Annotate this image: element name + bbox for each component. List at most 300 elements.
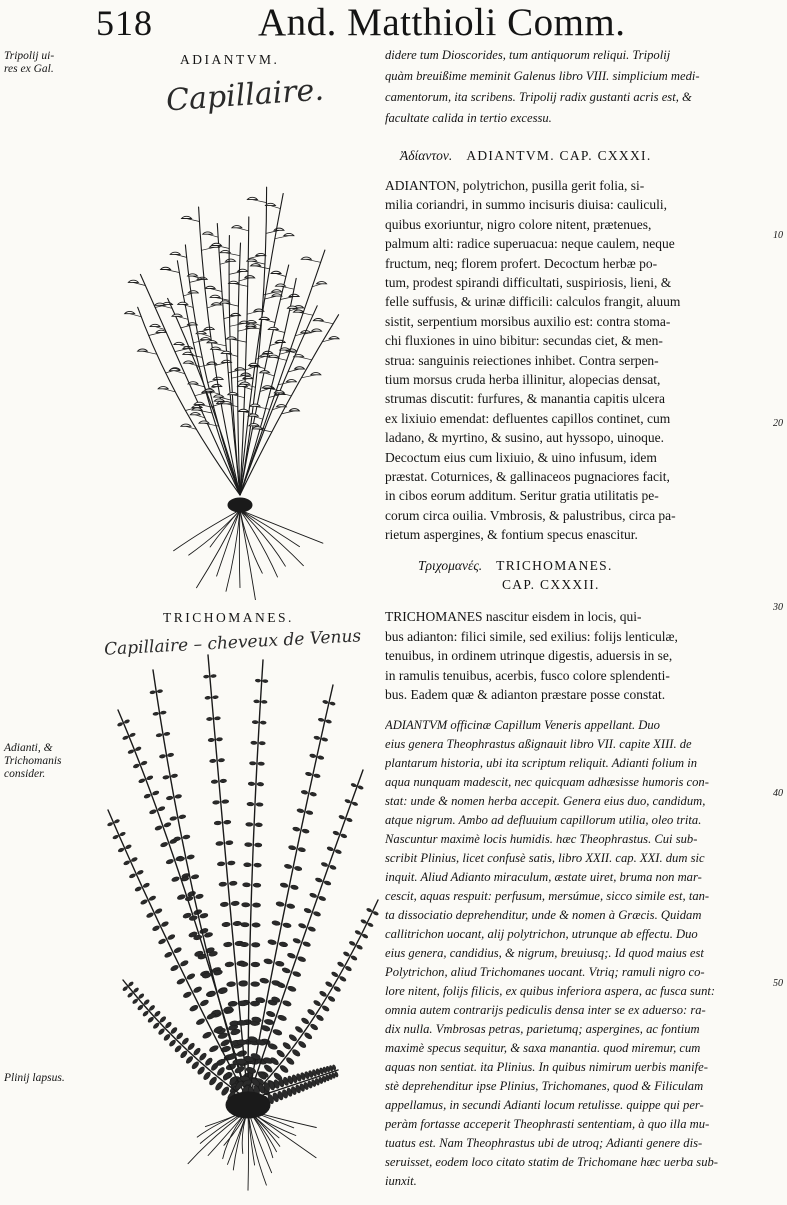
trichomanes-pinna <box>138 778 145 783</box>
trichomanes-pinna <box>292 971 301 978</box>
trichomanes-pinna <box>366 908 372 913</box>
adiantum-leaflet <box>181 424 191 426</box>
trichomanes-pinna <box>282 1000 292 1007</box>
trichomanes-pinna <box>150 690 156 694</box>
trichomanes-pinna <box>310 792 317 797</box>
trichomanes-pinna <box>260 721 266 725</box>
trichomanes-pinna <box>114 819 120 824</box>
trichomanes-pinna <box>181 1037 189 1046</box>
text-line: callitrichon uocant, alij polytrichon, utrunque ab effectu. Duo <box>385 927 698 941</box>
figure-caption-adiantum: ADIANTVM. <box>180 52 280 67</box>
trichomanes-pinna <box>218 758 225 762</box>
trichomanes-pinna <box>179 814 187 819</box>
trichomanes-pinna <box>360 919 367 924</box>
trichomanes-pinna <box>180 960 189 968</box>
trichomanes-pinna <box>254 863 262 867</box>
adiantum-leaflet <box>250 404 260 406</box>
text-line: Polytrichon, aliud Trichomanes uocant. Vtriq; ramuli nigro co- <box>385 965 705 979</box>
trichomanes-pinna <box>275 961 285 967</box>
trichomanes-pinna <box>159 1016 167 1023</box>
trichomanes-pinna <box>330 702 336 706</box>
trichomanes-pinna <box>208 1076 218 1086</box>
trichomanes-pinna <box>199 999 209 1007</box>
trichomanes-pinna <box>260 1024 271 1032</box>
adiantum-leaflet <box>272 294 282 296</box>
adiantum-leaflet <box>246 320 256 322</box>
adiantum-petiole <box>133 283 145 286</box>
trichomanes-root <box>248 1110 316 1158</box>
text-line: cescit, aquas respuit: perfusum, mersúmue, sicco simile est, tan- <box>385 889 710 903</box>
trichomanes-pinna <box>158 938 167 945</box>
adiantum-leaflet <box>251 264 261 266</box>
trichomanes-pinna <box>322 700 328 704</box>
text-line: camentorum, ita scribens. Tripolij radix gustanti acris est, & <box>385 90 692 104</box>
trichomanes-pinna <box>297 1040 307 1049</box>
trichomanes-pinna <box>282 922 291 928</box>
trichomanes-pinna <box>214 821 222 825</box>
trichomanes-pinna <box>179 1050 188 1059</box>
adiantum-leaflet <box>207 341 217 343</box>
adiantum-leaflet <box>293 310 303 312</box>
trichomanes-pinna <box>195 894 204 900</box>
trichomanes-pinna <box>373 911 379 916</box>
adiantum-petiole <box>260 389 269 392</box>
trichomanes-pinna <box>185 1055 194 1064</box>
trichomanes-pinna <box>219 882 227 887</box>
trichomanes-pinna <box>166 796 173 801</box>
trichomanes-pinna <box>257 782 264 786</box>
adiantum-leaflet <box>222 360 232 362</box>
trichomanes-pinna <box>337 961 345 967</box>
trichomanes-pinna <box>168 1039 176 1047</box>
adiantum-leaflet <box>231 313 241 315</box>
trichomanes-pinna <box>163 822 171 828</box>
trichomanes-pinna <box>324 880 332 886</box>
adiantum-leaflet <box>214 399 224 401</box>
trichomanes-pinna <box>335 849 342 854</box>
text-line: quàm breuißime meminit Galenus libro VIII. simplicium medi- <box>385 69 700 83</box>
margin-note-adianti-consider: Adianti, & Trichomanis consider. <box>4 742 62 780</box>
trichomanes-pinna <box>242 902 250 907</box>
trichomanes-pinna <box>189 1004 199 1012</box>
margin-note-plinij-lapsus: Plinij lapsus. <box>4 1072 65 1084</box>
trichomanes-pinna <box>209 759 216 763</box>
text-line: facultate calida in tertio excessu. <box>385 111 552 125</box>
adiantum-petiole <box>265 373 275 376</box>
trichomanes-pinna <box>206 717 212 721</box>
adiantum-petiole <box>299 357 312 360</box>
adiantum-leaflet <box>228 392 238 394</box>
adiantum-leaflet <box>138 349 148 351</box>
figure-caption-trichomanes: TRICHOMANES. <box>163 610 294 625</box>
adiantum-leaflet <box>312 329 322 331</box>
trichomanes-pinna <box>137 1004 144 1011</box>
trichomanes-pinna <box>182 991 192 999</box>
trichomanes-rootstock <box>226 1092 270 1118</box>
adiantum-leaflet <box>245 276 255 278</box>
line-number: 30 <box>773 602 783 613</box>
adiantum-petiole <box>266 230 279 233</box>
trichomanes-pinna <box>321 862 328 868</box>
trichomanes-pinna <box>318 896 326 902</box>
trichomanes-pinna <box>149 809 157 815</box>
trichomanes-pinna <box>331 971 339 978</box>
trichomanes-pinna <box>183 834 191 839</box>
trichomanes-pinna <box>211 674 217 677</box>
text-line: maximè specus sequitur, & saxa manantia. quod miremur, cum <box>385 1041 701 1055</box>
adiantum-woodcut <box>95 135 385 600</box>
trichomanes-pinna <box>154 825 162 831</box>
trichomanes-pinna <box>220 1038 231 1047</box>
trichomanes-pinna <box>124 719 130 724</box>
trichomanes-pinna <box>170 964 179 972</box>
adiantum-rootstock <box>228 498 252 512</box>
adiantum-leaflet <box>178 302 188 304</box>
trichomanes-pinna <box>117 722 123 727</box>
trichomanes-pinna <box>176 1032 184 1040</box>
adiantum-leaflet <box>256 253 266 255</box>
trichomanes-pinna <box>132 998 139 1004</box>
trichomanes-pinna <box>245 842 253 846</box>
adiantum-petiole <box>225 303 238 306</box>
adiantum-leaflet <box>243 376 253 378</box>
trichomanes-pinna <box>253 883 261 887</box>
trichomanes-pinna <box>244 863 252 867</box>
trichomanes-pinna <box>107 822 113 827</box>
adiantum-leaflet <box>161 267 171 269</box>
trichomanes-pinna <box>176 978 185 986</box>
adiantum-leaflet <box>156 330 166 332</box>
trichomanes-pinna <box>292 826 300 831</box>
trichomanes-pinna <box>229 881 237 886</box>
trichomanes-pinna <box>263 679 269 682</box>
text-line: eius genera Theophrastus aßignauit libro VII. capite XIII. de <box>385 737 692 751</box>
trichomanes-pinna <box>112 835 119 840</box>
trichomanes-pinna <box>251 942 260 947</box>
trichomanes-pinna <box>164 1021 172 1029</box>
trichomanes-pinna <box>356 944 363 950</box>
adiantum-petiole <box>130 314 141 317</box>
trichomanes-pinna <box>225 962 234 968</box>
trichomanes-pinna <box>127 992 133 998</box>
trichomanes-pinna <box>173 947 182 954</box>
trichomanes-pinna <box>302 828 310 833</box>
trichomanes-pinna <box>153 712 159 716</box>
trichomanes-pinna <box>237 1020 247 1025</box>
trichomanes-pinna <box>220 902 229 907</box>
trichomanes-pinna <box>267 1043 278 1051</box>
trichomanes-pinna <box>297 956 306 963</box>
adiantum-leaflet <box>170 252 180 254</box>
adiantum-leaflet <box>214 395 224 397</box>
adiantum-petiole <box>212 343 226 346</box>
text-line: chi fluxiones in uino bibitur: secundas ciet, & men- <box>385 333 663 349</box>
trichomanes-pinna <box>205 696 211 699</box>
adiantum-leaflet <box>272 290 282 292</box>
trichomanes-pinna <box>214 716 220 720</box>
trichomanes-pinna <box>154 1010 161 1017</box>
adiantum-leaflet <box>226 259 236 261</box>
trichomanes-pinna <box>128 749 135 754</box>
trichomanes-pinna <box>333 830 340 835</box>
adiantum-leaflet <box>212 384 222 386</box>
adiantum-petiole <box>270 343 280 346</box>
trichomanes-pinna <box>333 986 341 993</box>
trichomanes-pinna <box>252 923 261 928</box>
trichomanes-pinna <box>298 923 306 929</box>
trichomanes-pinna <box>137 870 144 876</box>
text-line: seruisset, eodem loco citato statim de Trichomane hæc uerba sub- <box>385 1155 718 1169</box>
text-line: felle suffusis, & urinæ difficili: calculos frangit, aluum <box>385 294 681 310</box>
trichomanes-pinna <box>329 865 336 871</box>
trichomanes-pinna <box>202 1071 211 1081</box>
trichomanes-pinna <box>134 886 142 892</box>
trichomanes-pinna <box>155 908 163 914</box>
text-line: strumas discutit: furfures, & manantia capitis ulcera <box>385 391 666 407</box>
text-line: ex lixiuio emendat: defluentes capillos continet, cum <box>385 410 671 426</box>
trichomanes-pinna <box>224 820 232 824</box>
adiantum-stem <box>240 306 317 495</box>
trichomanes-pinna <box>255 679 261 682</box>
adiantum-leaflet <box>284 233 294 235</box>
adiantum-leaflet <box>203 232 213 234</box>
trichomanes-pinna <box>187 1042 196 1051</box>
trichomanes-pinna <box>256 803 263 807</box>
trichomanes-pinna <box>304 908 312 914</box>
trichomanes-pinna <box>187 890 196 897</box>
trichomanes-pinna <box>214 1081 224 1092</box>
trichomanes-pinna <box>240 942 249 947</box>
text-line: ADIANTVM officinæ Capillum Veneris appellant. Duo <box>385 718 660 732</box>
text-line: milia coriandri, in summo incisuris diuisa: cauliculi, <box>385 197 667 213</box>
trichomanes-pinna <box>309 892 317 898</box>
trichomanes-pinna <box>158 1028 166 1036</box>
trichomanes-pinna <box>263 958 273 964</box>
adiantum-leaflet <box>158 387 168 389</box>
adiantum-leaflet <box>174 342 184 344</box>
adiantum-leaflet <box>249 363 259 365</box>
text-line: bus adianton: filici simile, sed exilius: folijs lenticulæ, <box>385 628 678 644</box>
trichomanes-pinna <box>129 873 136 879</box>
trichomanes-pinna <box>122 986 128 992</box>
trichomanes-pinna <box>211 780 218 784</box>
trichomanes-pinna <box>291 1048 301 1057</box>
adiantum-leaflet <box>317 282 327 284</box>
trichomanes-pinna <box>251 741 257 745</box>
adiantum-petiole <box>271 206 281 209</box>
trichomanes-pinna <box>222 800 229 804</box>
text-line: in ramulis tenuibus, acerbis, fusco colore splendenti- <box>385 667 670 683</box>
adiantum-petiole <box>189 363 199 366</box>
trichomanes-pinna <box>294 1025 303 1033</box>
text-line: ta dissociatio deprehenditur, unde & nomen à Græcis. Quidam <box>385 908 702 922</box>
trichomanes-pinna <box>129 732 136 737</box>
trichomanes-pinna <box>286 903 295 909</box>
trichomanes-pinna <box>171 876 180 882</box>
trichomanes-pinna <box>276 982 286 989</box>
adiantum-leaflet <box>274 228 284 230</box>
trichomanes-pinna <box>285 1056 295 1065</box>
trichomanes-pinna <box>152 790 159 796</box>
trichomanes-pinna <box>314 773 321 778</box>
trichomanes-pinna <box>290 884 299 890</box>
adiantum-petiole <box>246 367 256 370</box>
trichomanes-pinna <box>251 962 260 967</box>
trichomanes-pinna <box>206 991 216 998</box>
trichomanes-pinna <box>280 882 289 888</box>
trichomanes-pinna <box>288 1033 298 1042</box>
text-line: dix nulla. Vmbrosas petras, parietumq; aspergines, ac fontium <box>385 1022 700 1036</box>
text-line: iunxit. <box>385 1174 417 1188</box>
trichomanes-pinna <box>261 700 267 703</box>
trichomanes-pinna <box>301 790 308 795</box>
trichomanes-pinna <box>128 981 134 987</box>
trichomanes-pinna <box>248 782 255 786</box>
trichomanes-pinna <box>161 921 169 928</box>
trichomanes-pinna <box>343 951 350 957</box>
line-number: 10 <box>773 230 783 241</box>
trichomanes-pinna <box>345 965 353 971</box>
adiantum-leaflet <box>211 243 221 245</box>
trichomanes-pinna <box>173 836 181 841</box>
trichomanes-pinna <box>259 741 265 745</box>
trichomanes-pinna <box>226 981 235 987</box>
trichomanes-pinna <box>277 1014 287 1021</box>
trichomanes-pinna <box>123 860 130 866</box>
adiantum-leaflet <box>229 281 239 283</box>
trichomanes-pinna <box>187 854 195 859</box>
adiantum-petiole <box>255 406 270 409</box>
trichomanes-pinna <box>266 1010 276 1017</box>
adiantum-root <box>240 510 303 566</box>
text-line: lore nitent, folijs filicis, ex quibus inferiora aspera, ac fusca sunt: <box>385 984 716 998</box>
adiantum-petiole <box>160 305 172 308</box>
text-line: didere tum Dioscorides, tum antiquorum reliqui. Tripolij <box>385 48 671 62</box>
text-line: tum, prodest spirandi difficultati, suspiriosis, lieni, & <box>385 275 672 290</box>
text-line: plantarum historia, ubi ita scriptum reliquit. Adianti folium in <box>385 756 698 770</box>
adiantum-leaflet <box>184 361 194 363</box>
adiantum-root <box>240 510 262 573</box>
adiantum-leaflet <box>295 367 305 369</box>
adiantum-leaflet <box>200 338 210 340</box>
adiantum-leaflet <box>150 324 160 326</box>
trichomanes-pinna <box>327 995 335 1002</box>
text-line: in cibos eorum additum. Seritur gratia utilitatis pe- <box>385 488 659 504</box>
trichomanes-pinna <box>157 689 163 693</box>
line-number: 20 <box>773 418 783 429</box>
text-line: inquit. Aliud Adianto miraculum, æstate uiret, bruma non mar- <box>385 870 702 884</box>
trichomanes-pinna <box>258 762 265 766</box>
trichomanes-pinna <box>225 840 233 845</box>
trichomanes-pinna <box>259 977 269 983</box>
trichomanes-pinna <box>315 877 323 883</box>
trichomanes-pinna <box>148 895 156 901</box>
trichomanes-pinna <box>143 999 150 1006</box>
trichomanes-pinna <box>279 941 288 947</box>
trichomanes-pinna <box>294 866 302 871</box>
trichomanes-pinna <box>272 920 281 926</box>
adiantum-leaflet <box>188 382 198 384</box>
adiantum-leaflet <box>182 216 192 218</box>
trichomanes-pinna <box>143 882 151 888</box>
trichomanes-pinna <box>118 847 125 852</box>
text-line: appellamus, in secundi Adianti locum retulisse. quippe qui per- <box>385 1098 704 1112</box>
adiantum-petiole <box>201 247 214 250</box>
trichomanes-pinna <box>319 990 327 997</box>
text-line: tenuibus, in ordinem utrinque digestis, aduersis in se, <box>385 648 673 664</box>
trichomanes-pinna <box>122 735 129 740</box>
adiantum-petiole <box>208 380 218 383</box>
trichomanes-pinna <box>321 737 328 741</box>
trichomanes-pinna <box>164 732 170 736</box>
trichomanes-pinna <box>305 772 312 777</box>
greek-title: Τριχομανές. <box>418 558 483 573</box>
trichomanes-pinna <box>163 1033 171 1041</box>
trichomanes-pinna <box>167 934 176 941</box>
trichomanes-pinna <box>140 760 147 765</box>
adiantum-leaflet <box>194 402 204 404</box>
adiantum-leaflet <box>207 362 217 364</box>
text-line: tium morsus cruda herba illinitur, alopecias densat, <box>385 372 661 387</box>
adiantum-leaflet <box>172 314 182 316</box>
adiantum-petiole <box>274 357 287 360</box>
trichomanes-pinna <box>170 1026 178 1034</box>
trichomanes-pinna <box>251 982 260 987</box>
adiantum-root <box>197 510 241 588</box>
trichomanes-pinna <box>350 955 357 961</box>
trichomanes-pinna <box>186 973 195 981</box>
text-line: præstat. Coturnices, & gallinaceos pugnaciores facit, <box>385 469 670 484</box>
trichomanes-pinna <box>237 1040 247 1045</box>
text-line: rietum aspergines, & fontium specus enascitur. <box>385 527 638 543</box>
trichomanes-pinna <box>327 846 334 851</box>
adiantum-leaflet <box>205 286 215 288</box>
page-number: 518 <box>96 3 153 43</box>
text-line: quibus exoriuntur, nigro colore nitent, prætenues, <box>385 216 652 232</box>
adiantum-leaflet <box>192 405 202 407</box>
trichomanes-pinna <box>314 736 321 740</box>
trichomanes-pinna <box>238 1001 247 1006</box>
trichomanes-pinna <box>191 874 199 879</box>
trichomanes-pinna <box>217 862 225 867</box>
trichomanes-pinna <box>202 1031 213 1040</box>
trichomanes-pinna <box>231 901 240 906</box>
trichomanes-frond-rachis <box>248 770 363 1100</box>
trichomanes-pinna <box>131 857 138 863</box>
trichomanes-pinna <box>340 833 347 838</box>
adiantum-leaflet <box>269 355 279 357</box>
adiantum-petiole <box>264 320 275 323</box>
trichomanes-pinna <box>159 754 166 758</box>
trichomanes-root <box>248 1110 249 1190</box>
trichomanes-pinna <box>313 911 321 917</box>
adiantum-petiole <box>278 382 291 385</box>
trichomanes-pinna <box>216 841 224 846</box>
adiantum-leaflet <box>248 414 258 416</box>
trichomanes-pinna <box>252 720 258 724</box>
greek-title: Ἀδίαντον. <box>400 148 453 163</box>
adiantum-leaflet <box>260 354 270 356</box>
adiantum-leaflet <box>235 368 245 370</box>
trichomanes-pinna <box>125 844 132 849</box>
trichomanes-pinna <box>300 1017 309 1025</box>
trichomanes-pinna <box>287 985 297 992</box>
adiantum-leaflet <box>232 226 242 228</box>
trichomanes-pinna <box>346 817 353 822</box>
adiantum-petiole <box>256 266 270 269</box>
trichomanes-pinna <box>239 962 248 967</box>
text-line: corum circa ouilia. Vmbrosis, & palustribus, circa pa- <box>385 507 676 523</box>
